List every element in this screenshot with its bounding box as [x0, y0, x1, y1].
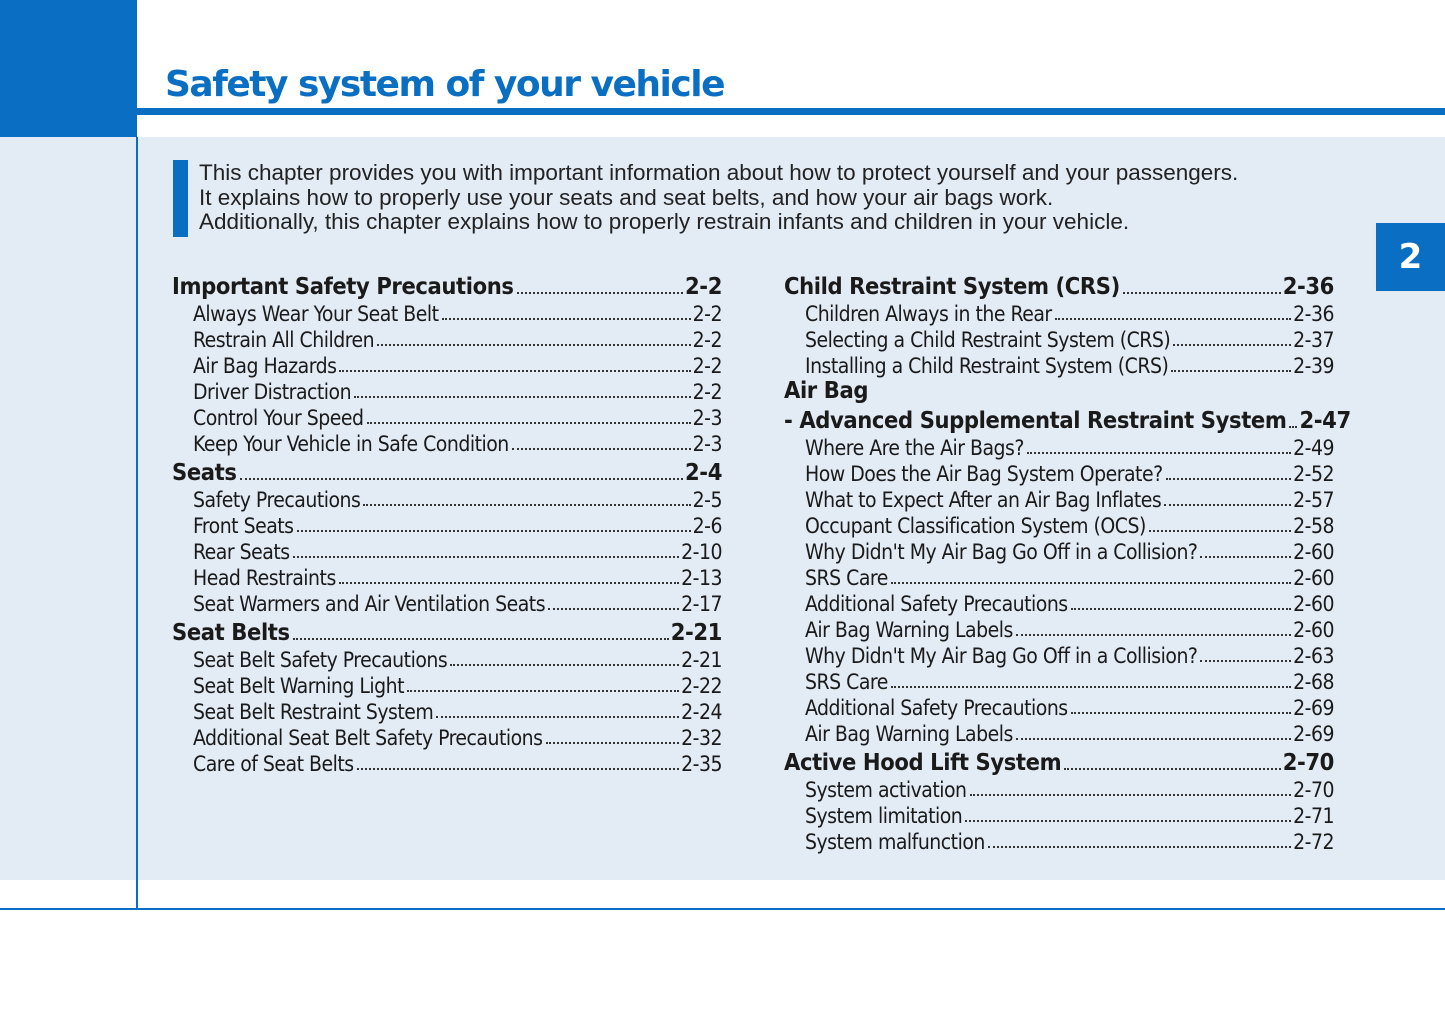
dot-leader	[1149, 530, 1291, 532]
toc-page-number: 2-17	[681, 592, 722, 616]
intro-text	[199, 161, 1349, 235]
toc-entry[interactable]	[172, 646, 722, 672]
toc-entry[interactable]	[784, 616, 1334, 642]
toc-entry[interactable]	[784, 460, 1334, 486]
toc-entry[interactable]	[784, 828, 1334, 854]
toc-entry[interactable]	[172, 538, 722, 564]
dot-leader	[354, 396, 691, 398]
toc-entry-label: Front Seats	[193, 514, 294, 538]
toc-page-number: 2-32	[681, 726, 722, 750]
toc-page-number: 2-2	[692, 380, 722, 404]
toc-entry[interactable]	[784, 668, 1334, 694]
toc-entry-label: System activation	[805, 778, 967, 802]
toc-entry[interactable]	[784, 326, 1334, 352]
toc-entry[interactable]	[784, 434, 1334, 460]
toc-page-number: 2-37	[1293, 328, 1334, 352]
toc-page-number: 2-3	[692, 406, 722, 430]
toc-entry[interactable]	[784, 802, 1334, 828]
toc-entry[interactable]	[172, 352, 722, 378]
dot-leader	[970, 794, 1292, 796]
toc-page-number: 2-35	[681, 752, 722, 776]
toc-entry-label: Restrain All Children	[193, 328, 375, 352]
dot-leader	[367, 422, 691, 424]
toc-entry[interactable]	[784, 746, 1334, 776]
toc-entry-label: Care of Seat Belts	[193, 752, 354, 776]
toc-right-column	[784, 270, 1351, 854]
toc-entry[interactable]	[172, 270, 722, 300]
intro-accent-bar	[173, 160, 188, 237]
dot-leader	[1166, 478, 1292, 480]
toc-entry[interactable]	[784, 538, 1334, 564]
toc-entry-label: Control Your Speed	[193, 406, 364, 430]
toc-page-number: 2-4	[685, 458, 722, 486]
toc-entry[interactable]	[172, 724, 722, 750]
toc-entry-label: Driver Distraction	[193, 380, 352, 404]
dot-leader	[339, 582, 679, 584]
toc-page-number: 2-60	[1293, 592, 1334, 616]
toc-entry[interactable]	[784, 720, 1334, 746]
toc-page-number: 2-63	[1293, 644, 1334, 668]
toc-page-number: 2-60	[1293, 540, 1334, 564]
dot-leader	[240, 478, 683, 480]
toc-entry-label: What to Expect After an Air Bag Inflates	[805, 488, 1162, 512]
toc-entry[interactable]	[172, 672, 722, 698]
toc-entry-label: Safety Precautions	[193, 488, 361, 512]
toc-page-number: 2-6	[692, 514, 722, 538]
toc-page-number: 2-13	[681, 566, 722, 590]
toc-entry-label: Why Didn't My Air Bag Go Off in a Collision?	[805, 540, 1198, 564]
toc-page-number: 2-39	[1293, 354, 1334, 378]
dot-leader	[442, 318, 691, 320]
dot-leader	[363, 504, 690, 506]
toc-entry-label: SRS Care	[805, 566, 888, 590]
toc-entry-label: System malfunction	[805, 830, 985, 854]
toc-entry[interactable]	[172, 698, 722, 724]
toc-page-number: 2-52	[1293, 462, 1334, 486]
dot-leader	[436, 716, 679, 718]
toc-entry[interactable]	[784, 300, 1334, 326]
toc-entry-label: How Does the Air Bag System Operate?	[805, 462, 1163, 486]
toc-entry[interactable]	[784, 404, 1351, 434]
toc-entry-label: Additional Seat Belt Safety Precautions	[193, 726, 543, 750]
dot-leader	[450, 664, 679, 666]
toc-entry-label: System limitation	[805, 804, 963, 828]
toc-entry[interactable]	[784, 642, 1334, 668]
dot-leader	[1071, 608, 1291, 610]
toc-page-number: 2-2	[692, 354, 722, 378]
toc-entry-label: Seat Belt Restraint System	[193, 700, 434, 724]
dot-leader	[1071, 712, 1291, 714]
dot-leader	[548, 608, 679, 610]
toc-entry-label: - Advanced Supplemental Restraint System	[784, 406, 1287, 434]
toc-page-number: 2-2	[692, 328, 722, 352]
toc-entry-label: Seat Warmers and Air Ventilation Seats	[193, 592, 546, 616]
dot-leader	[377, 344, 691, 346]
dot-leader	[293, 638, 669, 640]
toc-entry-label: SRS Care	[805, 670, 888, 694]
dot-leader	[891, 582, 1291, 584]
dot-leader	[1055, 318, 1291, 320]
dot-leader	[297, 530, 691, 532]
toc-entry[interactable]	[784, 564, 1334, 590]
dot-leader	[1200, 660, 1291, 662]
toc-entry-label: Why Didn't My Air Bag Go Off in a Collision?	[805, 644, 1198, 668]
toc-entry[interactable]	[172, 750, 722, 776]
toc-entry[interactable]	[784, 694, 1334, 720]
header-rule	[137, 108, 1445, 115]
toc-entry-label: Keep Your Vehicle in Safe Condition	[193, 432, 509, 456]
toc-entry-label: Child Restraint System (CRS)	[784, 272, 1120, 300]
chapter-tab[interactable]: 2	[1376, 223, 1445, 291]
toc-page-number: 2-57	[1293, 488, 1334, 512]
toc-entry-label: Seat Belt Safety Precautions	[193, 648, 448, 672]
toc-entry-label: Air Bag Hazards	[193, 354, 337, 378]
toc-entry-label: Occupant Classification System (OCS)	[805, 514, 1146, 538]
toc-entry[interactable]	[784, 486, 1334, 512]
toc-entry-label: Important Safety Precautions	[172, 272, 514, 300]
toc-entry-label: Seat Belt Warning Light	[193, 674, 404, 698]
toc-entry-label: Head Restraints	[193, 566, 336, 590]
toc-page-number: 2-10	[681, 540, 722, 564]
toc-entry[interactable]	[784, 590, 1334, 616]
toc-entry[interactable]	[784, 776, 1334, 802]
toc-entry[interactable]	[172, 326, 722, 352]
toc-entry-label: Additional Safety Precautions	[805, 696, 1068, 720]
toc-entry-label: Air Bag Warning Labels	[805, 618, 1013, 642]
left-rule	[136, 137, 138, 909]
dot-leader	[891, 686, 1291, 688]
toc-entry-label: Seat Belts	[172, 618, 290, 646]
toc-page-number: 2-70	[1282, 748, 1334, 776]
toc-entry[interactable]	[172, 590, 722, 616]
toc-entry[interactable]	[784, 270, 1334, 300]
toc-page-number: 2-5	[692, 488, 722, 512]
toc-page-number: 2-22	[681, 674, 722, 698]
toc-page-number: 2-60	[1293, 566, 1334, 590]
toc-entry-label: Always Wear Your Seat Belt	[193, 302, 439, 326]
toc-entry-label: Air Bag	[784, 376, 869, 404]
intro-line: Additionally, this chapter explains how to properly restrain infants and children in your vehicle.	[199, 209, 1130, 235]
dot-leader	[988, 846, 1291, 848]
toc-entry[interactable]	[172, 404, 722, 430]
toc-page-number: 2-72	[1293, 830, 1334, 854]
toc-entry[interactable]	[172, 430, 722, 456]
intro-line: This chapter provides you with important information about how to protect yourself and your passengers.	[199, 160, 1239, 185]
toc-entry[interactable]	[172, 486, 722, 512]
toc-entry-label: Installing a Child Restraint System (CRS)	[805, 354, 1169, 378]
toc-entry[interactable]	[172, 300, 722, 326]
toc-page-number: 2-60	[1293, 618, 1334, 642]
page-title: Safety system of your vehicle	[165, 64, 724, 105]
toc-entry-label: Where Are the Air Bags?	[805, 436, 1024, 460]
toc-page-number: 2-71	[1293, 804, 1334, 828]
dot-leader	[1064, 768, 1280, 770]
toc-entry[interactable]	[784, 512, 1334, 538]
dot-leader	[1171, 370, 1291, 372]
toc-page-number: 2-68	[1293, 670, 1334, 694]
dot-leader	[1016, 738, 1291, 740]
toc-page-number: 2-24	[681, 700, 722, 724]
corner-block	[0, 0, 137, 137]
toc-entry[interactable]	[172, 616, 722, 646]
toc-page-number: 2-21	[681, 648, 722, 672]
toc-page-number: 2-36	[1282, 272, 1334, 300]
dot-leader	[293, 556, 680, 558]
toc-entry[interactable]	[172, 512, 722, 538]
toc-left-column	[172, 270, 722, 776]
toc-entry-label: Selecting a Child Restraint System (CRS)	[805, 328, 1171, 352]
toc-entry-label: Children Always in the Rear	[805, 302, 1052, 326]
dot-leader	[965, 820, 1291, 822]
dot-leader	[1289, 426, 1297, 428]
toc-page-number: 2-70	[1293, 778, 1334, 802]
toc-page-number: 2-47	[1299, 406, 1351, 434]
dot-leader	[517, 292, 683, 294]
dot-leader	[1123, 292, 1281, 294]
toc-entry[interactable]	[784, 378, 1334, 404]
toc-page-number: 2-36	[1293, 302, 1334, 326]
toc-entry[interactable]	[784, 352, 1334, 378]
toc-page-number: 2-21	[670, 618, 722, 646]
dot-leader	[357, 768, 680, 770]
toc-entry[interactable]	[172, 564, 722, 590]
bottom-rule	[0, 908, 1445, 910]
dot-leader	[1164, 504, 1291, 506]
dot-leader	[339, 370, 690, 372]
toc-page-number: 2-49	[1293, 436, 1334, 460]
dot-leader	[1027, 452, 1291, 454]
toc-entry-label: Rear Seats	[193, 540, 290, 564]
toc-entry[interactable]	[172, 378, 722, 404]
dot-leader	[1200, 556, 1291, 558]
toc-entry-label: Additional Safety Precautions	[805, 592, 1068, 616]
dot-leader	[512, 448, 691, 450]
toc-entry-label: Air Bag Warning Labels	[805, 722, 1013, 746]
intro-line: It explains how to properly use your seats and seat belts, and how your air bags work.	[199, 184, 1054, 210]
toc-page-number: 2-58	[1293, 514, 1334, 538]
dot-leader	[407, 690, 679, 692]
toc-page-number: 2-69	[1293, 696, 1334, 720]
toc-page-number: 2-69	[1293, 722, 1334, 746]
toc-entry[interactable]	[172, 456, 722, 486]
left-margin-panel	[0, 137, 136, 880]
toc-page-number: 2-2	[692, 302, 722, 326]
toc-entry-label: Active Hood Lift System	[784, 748, 1062, 776]
toc-page-number: 2-2	[685, 272, 722, 300]
dot-leader	[1173, 344, 1291, 346]
toc-page-number: 2-3	[692, 432, 722, 456]
dot-leader	[1016, 634, 1291, 636]
dot-leader	[546, 742, 680, 744]
toc-entry-label: Seats	[172, 458, 237, 486]
